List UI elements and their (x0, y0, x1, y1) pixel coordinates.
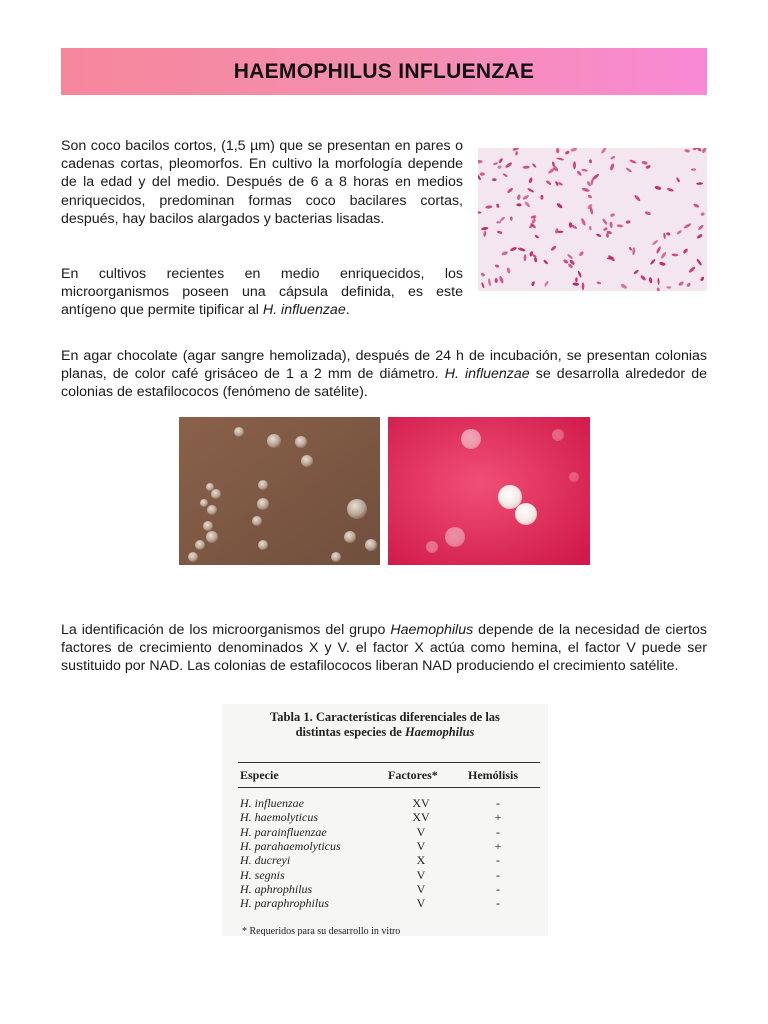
bacillus-mark (500, 216, 506, 222)
colony-mark (203, 521, 213, 531)
page-title: HAEMOPHILUS INFLUENZAE (233, 59, 535, 83)
table-caption-line1: Tabla 1. Características diferenciales de las (270, 710, 500, 724)
bacillus-mark (527, 187, 535, 193)
paragraph-capsule (61, 265, 463, 320)
bacillus-mark (501, 251, 508, 256)
bacillus-mark (532, 163, 537, 168)
bacillus-mark (522, 194, 529, 200)
bacillus-mark (625, 167, 632, 173)
bacillus-mark (676, 177, 681, 183)
title-banner (61, 48, 707, 95)
bacillus-mark (659, 261, 666, 266)
bacillus-mark (660, 251, 667, 259)
table-rule-top (238, 762, 540, 763)
cell-especie: H. aphrophilus (240, 881, 313, 896)
bacillus-mark (496, 203, 500, 208)
bacillus-mark (522, 165, 529, 169)
bacillus-mark (620, 283, 628, 290)
bacillus-mark (672, 253, 679, 256)
bacillus-mark (652, 239, 659, 246)
cell-especie: H. haemolyticus (240, 810, 318, 825)
colony-mark (200, 499, 208, 507)
bacillus-mark (556, 202, 563, 209)
cell-especie: H. ducreyi (240, 853, 291, 868)
table-caption-genus: Haemophilus (404, 725, 475, 739)
bacillus-mark (506, 267, 511, 274)
colony-mark (445, 527, 465, 547)
bacillus-mark (510, 216, 513, 220)
bacillus-mark (632, 247, 635, 255)
bacillus-mark (534, 257, 538, 263)
bacillus-mark (684, 149, 690, 153)
cell-factores: XV (412, 810, 430, 825)
bacillus-mark (576, 170, 582, 176)
bacillus-mark (577, 270, 582, 277)
bacillus-mark (641, 161, 648, 165)
bacillus-mark (628, 246, 632, 251)
table-row (222, 882, 548, 896)
bacillus-mark (496, 221, 501, 224)
bacillus-mark (485, 205, 492, 209)
bacillus-mark (589, 159, 592, 163)
cell-especie: H. influenzae (240, 796, 304, 810)
bacillus-mark (494, 264, 499, 268)
bacillus-mark (656, 246, 662, 254)
bacillus-mark (666, 232, 671, 236)
bacillus-mark (494, 278, 498, 283)
header-hemolisis: Hemólisis (468, 768, 518, 782)
header-factores: Factores* (388, 768, 438, 782)
bacillus-mark (498, 158, 503, 164)
colony-mark (188, 552, 198, 562)
paragraph-factors-end: depende de la necesidad de ciertos factores de crecimiento denominados X y V. el factor X actúa como hemina, el factor V puede ser sustituido por NAD. Las colonias de estafilococos liberan NAD produciendo el crecimiento satélite. (61, 622, 707, 675)
bacillus-mark (701, 148, 707, 154)
table-row (222, 896, 548, 910)
bacillus-mark (678, 281, 685, 287)
bacillus-mark (497, 230, 503, 234)
colony-mark (206, 483, 214, 491)
colony-mark (267, 434, 281, 448)
cell-hemolisis: - (496, 896, 500, 911)
paragraph-agar-end: se desarrolla alrededor de colonias de estafilococos (fenómeno de satélite). (61, 366, 707, 401)
bacillus-mark (626, 220, 631, 224)
chocolate-agar-colonies (179, 417, 380, 565)
paragraph-factors-start: La identificación de los microorganismos del grupo (61, 622, 391, 638)
colony-mark (234, 427, 244, 437)
bacillus-mark (573, 161, 576, 169)
cell-especie: H. segnis (240, 867, 285, 882)
bacillus-mark (478, 211, 482, 214)
table-row (222, 810, 548, 824)
bacillus-mark (540, 195, 543, 200)
bacillus-mark (528, 177, 533, 184)
table-row (222, 868, 548, 882)
cell-hemolisis: - (496, 824, 500, 839)
bacillus-mark (586, 181, 591, 187)
bacillus-mark (648, 277, 652, 284)
cell-hemolisis: - (496, 796, 500, 810)
cell-hemolisis: + (494, 838, 502, 853)
bacillus-mark (563, 259, 569, 265)
bacillus-mark (657, 278, 660, 285)
table-footnote: * Requeridos para su desarrollo in vitro (242, 926, 401, 936)
haemophilus-table-image (222, 704, 548, 936)
colony-mark (257, 498, 269, 510)
table-row (222, 853, 548, 867)
bacillus-mark (512, 148, 520, 152)
bacillus-mark (633, 269, 639, 275)
blood-agar-photo (388, 417, 590, 565)
bacillus-mark (492, 178, 497, 181)
bacillus-mark (570, 148, 577, 152)
table-caption (222, 710, 548, 740)
cell-hemolisis: - (496, 853, 500, 868)
bacillus-mark (578, 251, 584, 257)
paragraph-agar-text: En agar chocolate (agar sangre hemolizada), después de 24 h de incubación, se presentan colonias planas, de color café grisáceo de 1 a 2 mm de diámetro. (61, 348, 707, 383)
bacillus-mark (502, 173, 508, 178)
bacillus-mark (587, 194, 592, 199)
bacillus-mark (565, 150, 570, 155)
colony-mark (301, 455, 313, 467)
genus-name: Haemophilus (390, 622, 474, 638)
satellite-colonies (388, 417, 590, 565)
cell-factores: V (416, 867, 426, 882)
bacillus-mark (629, 159, 637, 164)
bacilli-illustration (478, 148, 707, 291)
bacillus-mark (515, 151, 518, 156)
paragraph-capsule-end: . (345, 302, 350, 319)
bacillus-mark (667, 187, 675, 192)
bacillus-mark (634, 194, 642, 202)
cell-hemolisis: + (494, 810, 502, 825)
bacillus-mark (510, 246, 518, 251)
bacillus-mark (589, 226, 592, 231)
bacillus-mark (581, 187, 590, 192)
cell-especie: H. parainfluenzae (240, 824, 327, 839)
bacillus-mark (569, 222, 572, 228)
bacillus-mark (609, 221, 613, 228)
cell-factores: XV (412, 796, 430, 810)
bacillus-mark (683, 222, 692, 229)
bacillus-mark (596, 281, 601, 285)
bacillus-mark (545, 180, 552, 186)
bacillus-mark (700, 276, 705, 281)
bacillus-mark (493, 162, 498, 166)
bacillus-mark (550, 245, 557, 252)
bacillus-mark (676, 229, 682, 235)
bacillus-mark (556, 148, 560, 153)
bacillus-mark (582, 282, 585, 290)
bacillus-mark (567, 253, 574, 259)
bacillus-mark (602, 218, 609, 225)
cell-especie: H. paraphrophilus (240, 896, 329, 911)
bacillus-mark (523, 254, 526, 261)
cell-especie: H. parahaemolyticus (240, 838, 341, 853)
bacillus-mark (696, 258, 703, 266)
bacillus-mark (691, 168, 696, 170)
colony-mark (252, 516, 262, 526)
bacillus-mark (488, 278, 492, 286)
colony-mark (365, 539, 377, 551)
table-caption-line2 (222, 725, 548, 740)
colony-mark (569, 472, 579, 482)
colony-mark (426, 541, 438, 553)
bacillus-mark (480, 172, 485, 176)
bacillus-mark (640, 275, 647, 282)
cell-factores: V (416, 881, 426, 896)
bacillus-mark (663, 232, 666, 239)
bacillus-mark (693, 203, 700, 208)
bacillus-mark (686, 282, 691, 287)
bacillus-mark (507, 187, 514, 194)
bacillus-mark (555, 228, 559, 234)
bacillus-mark (481, 282, 485, 289)
bacillus-mark (518, 247, 526, 252)
bacillus-mark (650, 258, 656, 265)
cell-factores: V (416, 824, 426, 839)
bacillus-mark (505, 162, 513, 169)
bacillus-mark (666, 286, 671, 289)
bacillus-mark (617, 224, 624, 227)
bacillus-mark (558, 182, 564, 186)
bacillus-mark (697, 224, 704, 231)
bacillus-mark (656, 287, 660, 291)
bacillus-mark (610, 213, 615, 218)
paragraph-capsule-text: En cultivos recientes en medio enriquecidos, los microorganismos poseen una cápsula definida, es este antígeno que permite tipificar al (61, 266, 463, 319)
bacillus-mark (497, 165, 502, 169)
bacillus-mark (700, 212, 705, 216)
bacillus-mark (481, 227, 489, 231)
bacillus-mark (534, 234, 539, 239)
table-caption-line2-text: distintas especies de (295, 725, 405, 739)
bacillus-mark (572, 282, 579, 286)
colony-mark (331, 552, 341, 562)
colony-mark (206, 531, 218, 543)
colony-mark (344, 531, 356, 543)
colony-mark (461, 429, 481, 449)
colony-mark (195, 540, 205, 550)
bacillus-mark (480, 272, 485, 277)
cell-hemolisis: - (496, 881, 500, 896)
gram-stain-micrograph (478, 148, 707, 291)
colony-mark (552, 429, 564, 441)
bacillus-mark (516, 203, 521, 206)
species-name: H. influenzae (262, 302, 346, 319)
table-row (222, 796, 548, 810)
table-row (222, 839, 548, 853)
paragraph-chocolate-agar (61, 347, 707, 402)
bacillus-mark (682, 248, 688, 254)
colony-mark (211, 489, 221, 499)
bacillus-mark (609, 163, 615, 171)
bacillus-mark (556, 157, 564, 161)
bacillus-mark (524, 201, 531, 208)
cell-hemolisis: - (496, 867, 500, 882)
bacillus-mark (688, 266, 696, 274)
bacillus-mark (575, 277, 578, 282)
bacillus-mark (696, 233, 703, 239)
cell-factores: V (416, 896, 426, 911)
bacillus-mark (532, 254, 537, 258)
colony-mark (207, 505, 217, 515)
colony-mark (258, 540, 268, 550)
bacillus-mark (645, 164, 651, 169)
bacillus-mark (603, 227, 608, 232)
bacillus-mark (483, 231, 486, 237)
bacillus-mark (478, 160, 483, 164)
cell-factores: X (416, 853, 426, 868)
bacillus-mark (544, 280, 550, 287)
bacillus-mark (580, 218, 586, 227)
paragraph-growth-factors (61, 621, 707, 676)
colony-mark (347, 499, 367, 519)
bacillus-mark (517, 194, 521, 200)
bacillus-mark (499, 275, 505, 283)
colony-mark (295, 436, 307, 448)
cell-factores: V (416, 838, 426, 853)
bacillus-mark (592, 173, 600, 181)
bacillus-mark (543, 259, 549, 265)
colony-mark (515, 503, 537, 525)
paragraph-morphology: Son coco bacilos cortos, (1,5 µm) que se presentan en pares o cadenas cortas, pleomorfos. En cultivo la morfología depende de la edad y del medio. Después de 6 a 8 horas en medios enriquecidos, predominan formas coco bacilares cortas, después, hay bacilos alargados y bacterias lisadas. (61, 138, 463, 227)
bacillus-mark (531, 281, 536, 287)
colony-mark (258, 480, 268, 490)
bacillus-mark (696, 182, 703, 185)
chocolate-agar-photo (179, 417, 380, 565)
bacillus-mark (610, 155, 616, 160)
species-name: H. influenzae (444, 366, 530, 383)
bacillus-mark (600, 148, 607, 154)
header-especie: Especie (240, 768, 279, 782)
table-rule-header (238, 787, 540, 788)
table-row (222, 825, 548, 839)
bacillus-mark (654, 185, 662, 190)
bacillus-mark (596, 233, 602, 238)
bacillus-mark (644, 211, 651, 216)
bacillus-mark (581, 168, 588, 172)
colony-mark (498, 485, 522, 509)
